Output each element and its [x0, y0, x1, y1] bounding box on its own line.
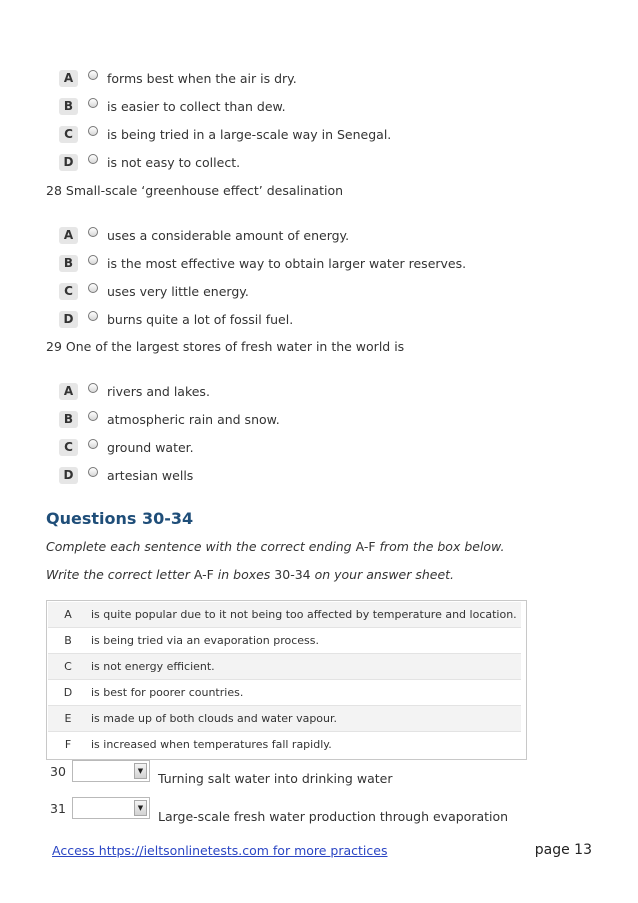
chevron-down-icon[interactable]: ▼ — [134, 800, 147, 816]
ending-text: is best for poorer countries. — [91, 686, 244, 699]
ending-letter: B — [64, 634, 72, 647]
radio-button[interactable] — [88, 98, 98, 108]
q29-option-c[interactable] — [58, 433, 280, 461]
option-text: is being tried in a large-scale way in Senegal. — [107, 126, 392, 142]
radio-button[interactable] — [88, 411, 98, 421]
radio-button[interactable] — [88, 311, 98, 321]
radio-button[interactable] — [88, 383, 98, 393]
ending-text: is being tried via an evaporation process. — [91, 634, 320, 647]
footer-link[interactable]: Access https://ieltsonlinetests.com for more practices — [52, 843, 388, 858]
option-letter-badge: D — [59, 467, 78, 484]
instruction-text: Complete each sentence with the correct ending — [46, 539, 356, 554]
q28-option-b[interactable] — [58, 249, 466, 277]
option-text: forms best when the air is dry. — [107, 70, 297, 86]
table-row — [48, 628, 521, 654]
option-letter-badge: C — [59, 126, 78, 143]
ending-letter: F — [64, 738, 72, 751]
q31-text: Large-scale fresh water production through evaporation — [158, 809, 509, 824]
q28-option-a[interactable] — [58, 221, 466, 249]
ending-letter: D — [63, 686, 73, 699]
page-number: page 13 — [534, 842, 592, 858]
ending-letter: A — [64, 608, 72, 621]
option-letter-badge: C — [59, 283, 78, 300]
q28-option-d[interactable] — [58, 305, 466, 333]
instruction-emphasis: A-F — [355, 539, 376, 554]
q27-option-b[interactable] — [58, 92, 391, 120]
option-text: is easier to collect than dew. — [107, 98, 286, 114]
q31-answer-select[interactable] — [72, 797, 150, 819]
ending-letter: C — [64, 660, 72, 673]
ending-letter: E — [64, 712, 72, 725]
option-letter-badge: A — [59, 227, 78, 244]
option-text: uses a considerable amount of energy. — [107, 227, 350, 243]
option-letter-badge: B — [59, 98, 78, 115]
option-letter-badge: C — [59, 439, 78, 456]
instruction-emphasis: A-F — [193, 567, 214, 582]
instruction-2 — [46, 567, 454, 582]
table-row — [48, 602, 521, 628]
q30-number: 30 — [50, 764, 66, 779]
q29-stem: 29 One of the largest stores of fresh water in the world is — [46, 339, 405, 354]
q27-option-a[interactable] — [58, 64, 391, 92]
option-text: ground water. — [107, 439, 194, 455]
ending-text: is increased when temperatures fall rapidly. — [91, 738, 332, 751]
table-row — [48, 706, 521, 732]
endings-table — [46, 600, 527, 760]
table-row — [48, 732, 521, 757]
radio-button[interactable] — [88, 126, 98, 136]
q28-options — [58, 221, 466, 333]
option-text: uses very little energy. — [107, 283, 249, 299]
q29-option-a[interactable] — [58, 377, 280, 405]
option-text: burns quite a lot of fossil fuel. — [107, 311, 294, 327]
q27-options — [58, 64, 391, 176]
q28-stem: 28 Small-scale ‘greenhouse effect’ desalination — [46, 183, 344, 198]
radio-button[interactable] — [88, 227, 98, 237]
option-letter-badge: A — [59, 383, 78, 400]
q27-option-c[interactable] — [58, 120, 391, 148]
option-letter-badge: D — [59, 311, 78, 328]
option-letter-badge: B — [59, 411, 78, 428]
option-text: rivers and lakes. — [107, 383, 210, 399]
option-letter-badge: D — [59, 154, 78, 171]
instruction-text: Write the correct letter — [46, 567, 194, 582]
q30-text: Turning salt water into drinking water — [158, 771, 393, 786]
radio-button[interactable] — [88, 439, 98, 449]
q28-option-c[interactable] — [58, 277, 466, 305]
ending-text: is not energy efficient. — [91, 660, 215, 673]
table-row — [48, 654, 521, 680]
option-letter-badge: A — [59, 70, 78, 87]
option-text: atmospheric rain and snow. — [107, 411, 280, 427]
chevron-down-icon[interactable]: ▼ — [134, 763, 147, 779]
q27-option-d[interactable] — [58, 148, 391, 176]
q29-options — [58, 377, 280, 489]
instruction-text: on your answer sheet. — [310, 567, 455, 582]
option-text: artesian wells — [107, 467, 194, 483]
radio-button[interactable] — [88, 255, 98, 265]
section-title: Questions 30-34 — [46, 509, 194, 528]
ending-text: is made up of both clouds and water vapour. — [91, 712, 338, 725]
instruction-1 — [46, 539, 504, 554]
q31-number: 31 — [50, 801, 66, 816]
option-letter-badge: B — [59, 255, 78, 272]
ending-text: is quite popular due to it not being too affected by temperature and location. — [91, 608, 517, 621]
table-row — [48, 680, 521, 706]
radio-button[interactable] — [88, 283, 98, 293]
instruction-text: from the box below. — [375, 539, 505, 554]
option-text: is the most effective way to obtain larger water reserves. — [107, 255, 467, 271]
radio-button[interactable] — [88, 70, 98, 80]
instruction-emphasis: 30-34 — [274, 567, 311, 582]
option-text: is not easy to collect. — [107, 154, 241, 170]
instruction-text: in boxes — [213, 567, 275, 582]
radio-button[interactable] — [88, 467, 98, 477]
q30-answer-select[interactable] — [72, 760, 150, 782]
q29-option-b[interactable] — [58, 405, 280, 433]
radio-button[interactable] — [88, 154, 98, 164]
q29-option-d[interactable] — [58, 461, 280, 489]
